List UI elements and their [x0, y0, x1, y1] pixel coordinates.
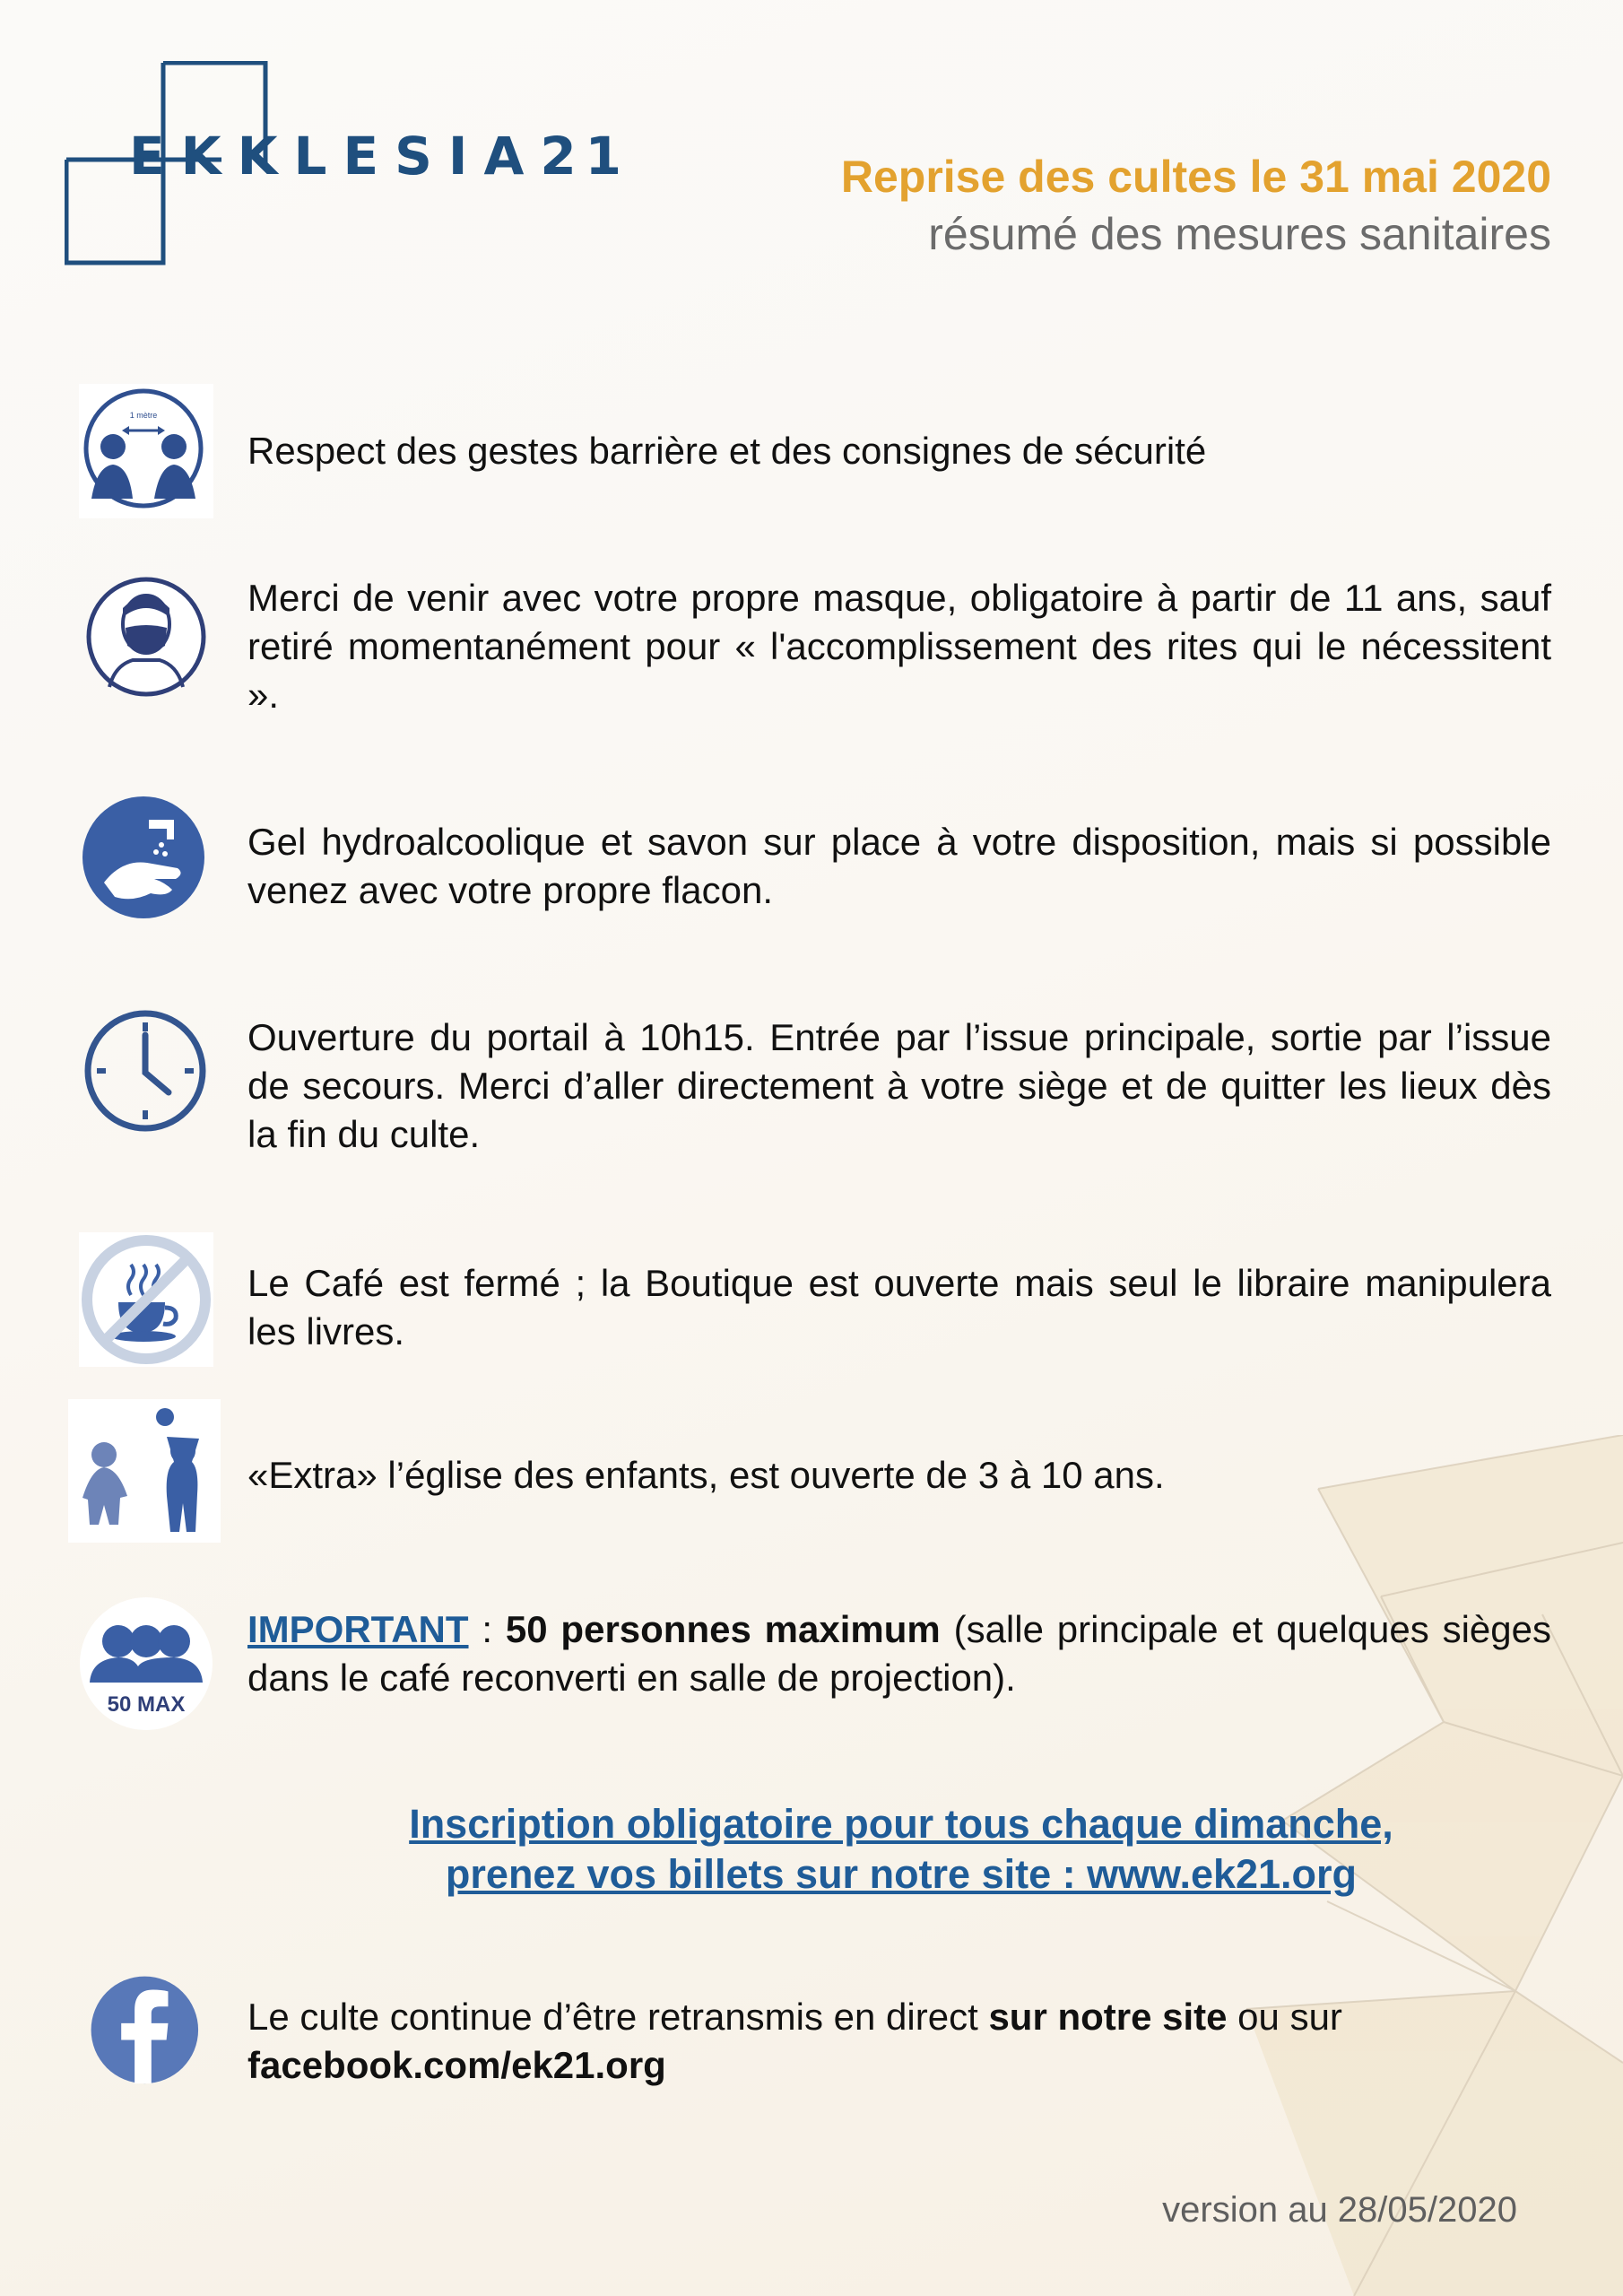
item-text: «Extra» l’église des enfants, est ouverte de 3 à 10 ans.	[247, 1454, 1165, 1496]
logo-wordmark: EKKLESIA21	[129, 126, 631, 187]
mask-icon	[79, 572, 213, 707]
registration-link[interactable]: Inscription obligatoire pour tous chaque dimanche, prenez vos billets sur notre site : www.ek21.org	[409, 1801, 1393, 1897]
capacity-emphasis: 50 personnes maximum	[505, 1608, 941, 1650]
item-text: Le Café est fermé ; la Boutique est ouverte mais seul le libraire manipulera les livres.	[247, 1262, 1551, 1352]
page-subtitle: résumé des mesures sanitaires	[928, 209, 1551, 259]
facebook-link[interactable]: facebook.com/ek21.org	[247, 2044, 666, 2086]
children-icon	[68, 1399, 221, 1543]
item-text: IMPORTANT : 50 personnes maximum (salle principale et quelques sièges dans le café reconverti en salle de projection).	[247, 1608, 1551, 1699]
version-note: version au 28/05/2020	[1162, 2190, 1517, 2230]
header	[841, 148, 1551, 263]
page-title: Reprise des cultes le 31 mai 2020	[840, 152, 1551, 202]
site-emphasis: sur notre site	[988, 1996, 1228, 2038]
clock-icon	[79, 1004, 213, 1139]
distancing-icon	[79, 384, 213, 518]
hand-wash-icon	[79, 796, 213, 931]
svg-text:1 mètre: 1 mètre	[129, 411, 158, 420]
item-text: Respect des gestes barrière et des consignes de sécurité	[247, 430, 1207, 472]
svg-text:50 MAX: 50 MAX	[107, 1692, 186, 1717]
important-label: IMPORTANT	[247, 1608, 469, 1650]
no-coffee-icon	[79, 1232, 213, 1367]
item-text: Gel hydroalcoolique et savon sur place à votre disposition, mais si possible venez avec votre propre flacon.	[247, 821, 1551, 911]
facebook-icon[interactable]	[86, 1971, 212, 2097]
item-text: Merci de venir avec votre propre masque, obligatoire à partir de 11 ans, sauf retiré momentanément pour « l'accomplissement des rites qui le nécessitent ».	[247, 577, 1551, 716]
item-text: Ouverture du portail à 10h15. Entrée par l’issue principale, sortie par l’issue de secours. Merci d’aller directement à votre siège et de quitter les lieux dès la fin du culte.	[247, 1016, 1551, 1155]
item-text: Le culte continue d’être retransmis en direct sur notre site ou sur facebook.com/ek21.org	[247, 1996, 1342, 2086]
group-50-icon	[79, 1596, 213, 1731]
